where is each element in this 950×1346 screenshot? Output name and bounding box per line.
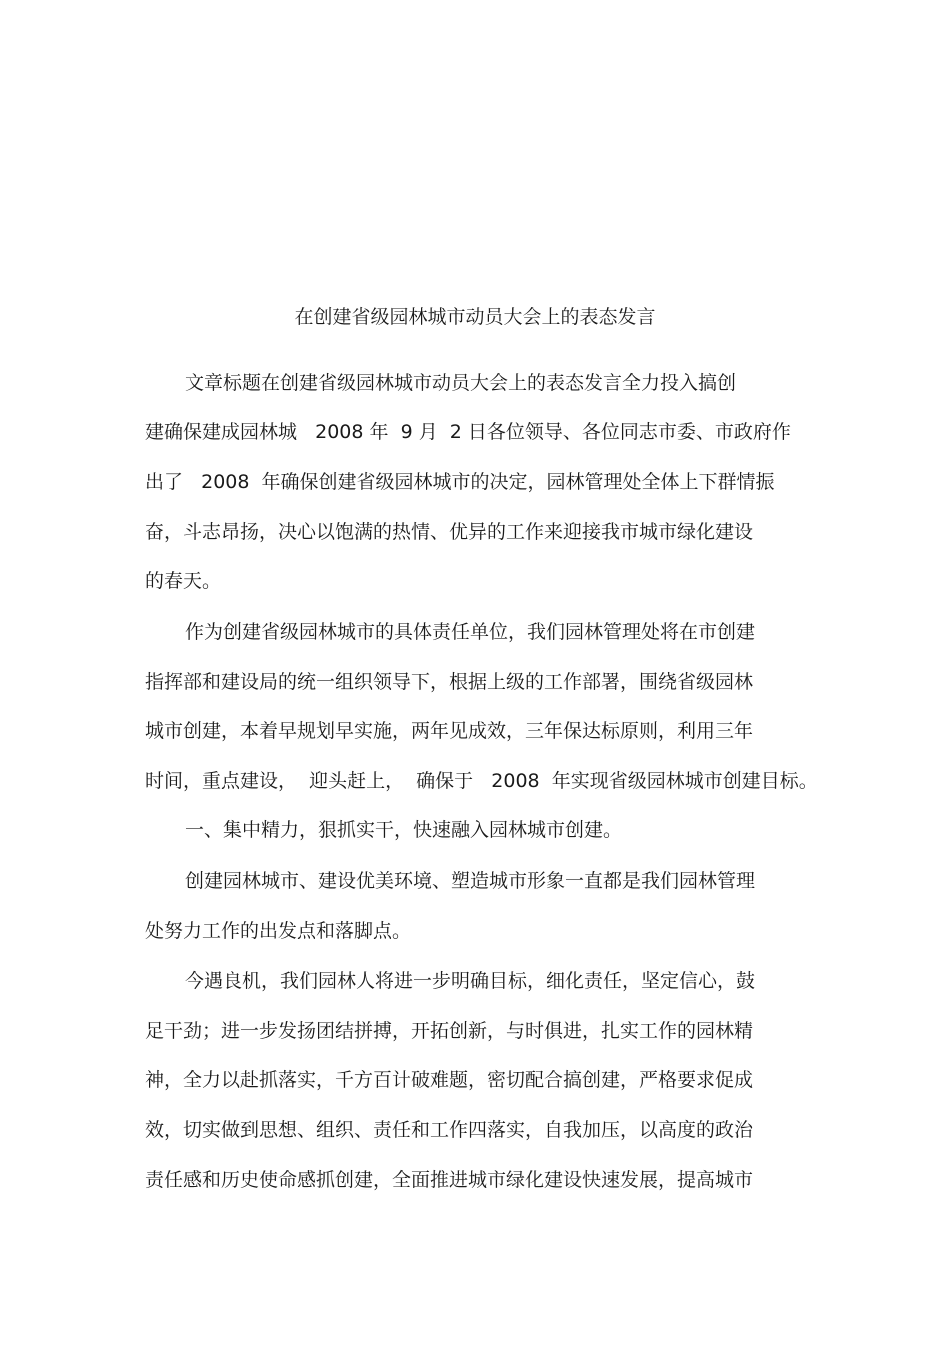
- document-title: 在创建省级园林城市动员大会上的表态发言: [294, 306, 656, 328]
- paragraph-line: 文章标题在创建省级园林城市动员大会上的表态发言全力投入搞创: [185, 372, 737, 394]
- paragraph-line: 的春天。: [145, 570, 222, 592]
- paragraph-line: 处努力工作的出发点和落脚点。: [145, 920, 412, 942]
- paragraph-line: 创建园林城市、建设优美环境、塑造城市形象一直都是我们园林管理: [185, 870, 756, 892]
- paragraph-line: 效，切实做到思想、组织、责任和工作四落实，自我加压，以高度的政治: [145, 1119, 754, 1141]
- paragraph-line: 时间，重点建设， 迎头赶上， 确保于 2008 年实现省级园林城市创建目标。: [145, 770, 818, 792]
- paragraph-line: 责任感和历史使命感抓创建，全面推进城市绿化建设快速发展，提高城市: [145, 1169, 754, 1191]
- paragraph-line: 神，全力以赴抓落实，千方百计破难题，密切配合搞创建，严格要求促成: [145, 1069, 754, 1091]
- paragraph-line: 奋，斗志昂扬，决心以饱满的热情、优异的工作来迎接我市城市绿化建设: [145, 521, 754, 543]
- paragraph-line: 出了 2008 年确保创建省级园林城市的决定，园林管理处全体上下群情振: [145, 471, 775, 493]
- paragraph-line: 建确保建成园林城 2008 年 9 月 2 日各位领导、各位同志市委、市政府作: [145, 421, 791, 443]
- paragraph-line: 今遇良机，我们园林人将进一步明确目标，细化责任，坚定信心，鼓: [185, 970, 756, 992]
- paragraph-line: 指挥部和建设局的统一组织领导下，根据上级的工作部署，围绕省级园林: [145, 671, 754, 693]
- section-heading: 一、集中精力，狠抓实干，快速融入园林城市创建。: [185, 819, 623, 841]
- paragraph-line: 城市创建，本着早规划早实施，两年见成效，三年保达标原则，利用三年: [145, 720, 754, 742]
- paragraph-line: 作为创建省级园林城市的具体责任单位，我们园林管理处将在市创建: [185, 621, 756, 643]
- paragraph-line: 足干劲；进一步发扬团结拼搏，开拓创新，与时俱进，扎实工作的园林精: [145, 1020, 754, 1042]
